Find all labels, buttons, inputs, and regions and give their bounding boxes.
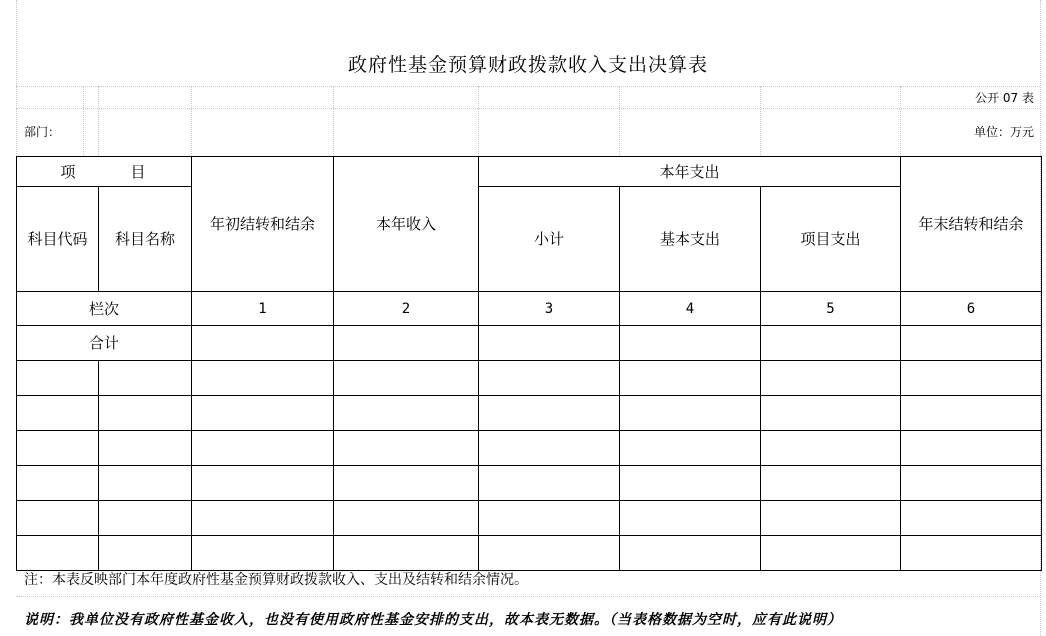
table-cell bbox=[99, 431, 192, 466]
column-index-label: 栏次 bbox=[17, 292, 192, 326]
table-row bbox=[17, 466, 1042, 501]
table-cell bbox=[17, 501, 99, 536]
table-cell bbox=[620, 536, 761, 571]
table-cell bbox=[192, 361, 334, 396]
table-row bbox=[17, 501, 1042, 536]
grid-line bbox=[16, 596, 1040, 597]
table-explanation: 说明：我单位没有政府性基金收入，也没有使用政府性基金安排的支出，故本表无数据。（当表格数据为空时，应有此说明） bbox=[24, 612, 842, 628]
table-cell bbox=[334, 396, 479, 431]
total-cell bbox=[620, 326, 761, 361]
column-index-number: 1 bbox=[192, 292, 334, 326]
table-cell bbox=[334, 536, 479, 571]
table-cell bbox=[761, 431, 901, 466]
table-row bbox=[17, 361, 1042, 396]
table-cell bbox=[479, 466, 620, 501]
table-cell bbox=[620, 361, 761, 396]
table-cell bbox=[192, 466, 334, 501]
header-basic-expense: 基本支出 bbox=[620, 187, 761, 292]
table-row bbox=[17, 431, 1042, 466]
table-cell bbox=[620, 501, 761, 536]
table-cell bbox=[901, 396, 1042, 431]
table-cell bbox=[99, 361, 192, 396]
column-index-number: 2 bbox=[334, 292, 479, 326]
grid-line bbox=[16, 0, 17, 156]
table-cell bbox=[334, 431, 479, 466]
total-cell bbox=[192, 326, 334, 361]
table-cell bbox=[99, 536, 192, 571]
grid-line bbox=[619, 86, 620, 156]
table-cell bbox=[99, 501, 192, 536]
total-cell bbox=[334, 326, 479, 361]
header-begin-balance: 年初结转和结余 bbox=[192, 157, 334, 292]
table-cell bbox=[761, 501, 901, 536]
grid-line bbox=[16, 108, 1040, 109]
table-cell bbox=[17, 536, 99, 571]
unit-label: 单位：万元 bbox=[973, 125, 1034, 139]
grid-line bbox=[760, 86, 761, 156]
table-cell bbox=[17, 466, 99, 501]
table-cell bbox=[192, 501, 334, 536]
table-cell bbox=[901, 536, 1042, 571]
table-cell bbox=[192, 536, 334, 571]
table-cell bbox=[901, 431, 1042, 466]
table-cell bbox=[17, 431, 99, 466]
table-cell bbox=[334, 501, 479, 536]
table-cell bbox=[479, 361, 620, 396]
column-index-number: 4 bbox=[620, 292, 761, 326]
header-subject-code: 科目代码 bbox=[17, 187, 99, 292]
total-label: 合计 bbox=[17, 326, 192, 361]
table-code: 公开 07 表 bbox=[975, 91, 1034, 105]
grid-line bbox=[83, 86, 84, 156]
table-cell bbox=[761, 396, 901, 431]
header-subject-name: 科目名称 bbox=[99, 187, 192, 292]
table-cell bbox=[99, 396, 192, 431]
table-cell bbox=[620, 466, 761, 501]
column-index-number: 5 bbox=[761, 292, 901, 326]
table-row bbox=[17, 536, 1042, 571]
header-current-income: 本年收入 bbox=[334, 157, 479, 292]
grid-line bbox=[333, 86, 334, 156]
table-cell bbox=[479, 501, 620, 536]
total-cell bbox=[479, 326, 620, 361]
table-cell bbox=[17, 361, 99, 396]
table-note: 注：本表反映部门本年度政府性基金预算财政拨款收入、支出及结转和结余情况。 bbox=[24, 572, 528, 588]
header-project-expense: 项目支出 bbox=[761, 187, 901, 292]
table-cell bbox=[479, 536, 620, 571]
report-title: 政府性基金预算财政拨款收入支出决算表 bbox=[347, 54, 708, 76]
table-cell bbox=[761, 536, 901, 571]
total-cell bbox=[761, 326, 901, 361]
grid-line bbox=[98, 86, 99, 156]
table-cell bbox=[761, 466, 901, 501]
table-cell bbox=[901, 501, 1042, 536]
table-cell bbox=[901, 361, 1042, 396]
grid-line bbox=[900, 86, 901, 156]
grid-line bbox=[191, 86, 192, 156]
total-cell bbox=[901, 326, 1042, 361]
table-cell bbox=[17, 396, 99, 431]
table-cell bbox=[99, 466, 192, 501]
header-subtotal: 小计 bbox=[479, 187, 620, 292]
table-cell bbox=[334, 466, 479, 501]
table-cell bbox=[479, 431, 620, 466]
table-cell bbox=[901, 466, 1042, 501]
grid-line bbox=[478, 86, 479, 156]
header-item: 项 目 bbox=[17, 157, 192, 187]
column-index-number: 3 bbox=[479, 292, 620, 326]
table-cell bbox=[192, 431, 334, 466]
header-current-expense: 本年支出 bbox=[479, 157, 901, 187]
table-cell bbox=[620, 431, 761, 466]
budget-table bbox=[16, 156, 1042, 571]
table-cell bbox=[761, 361, 901, 396]
table-cell bbox=[479, 396, 620, 431]
header-end-balance: 年末结转和结余 bbox=[901, 157, 1042, 292]
column-index-number: 6 bbox=[901, 292, 1042, 326]
table-cell bbox=[620, 396, 761, 431]
table-cell bbox=[334, 361, 479, 396]
department-label: 部门： bbox=[24, 125, 61, 139]
table-row bbox=[17, 396, 1042, 431]
grid-line bbox=[16, 86, 1040, 87]
table-cell bbox=[192, 396, 334, 431]
